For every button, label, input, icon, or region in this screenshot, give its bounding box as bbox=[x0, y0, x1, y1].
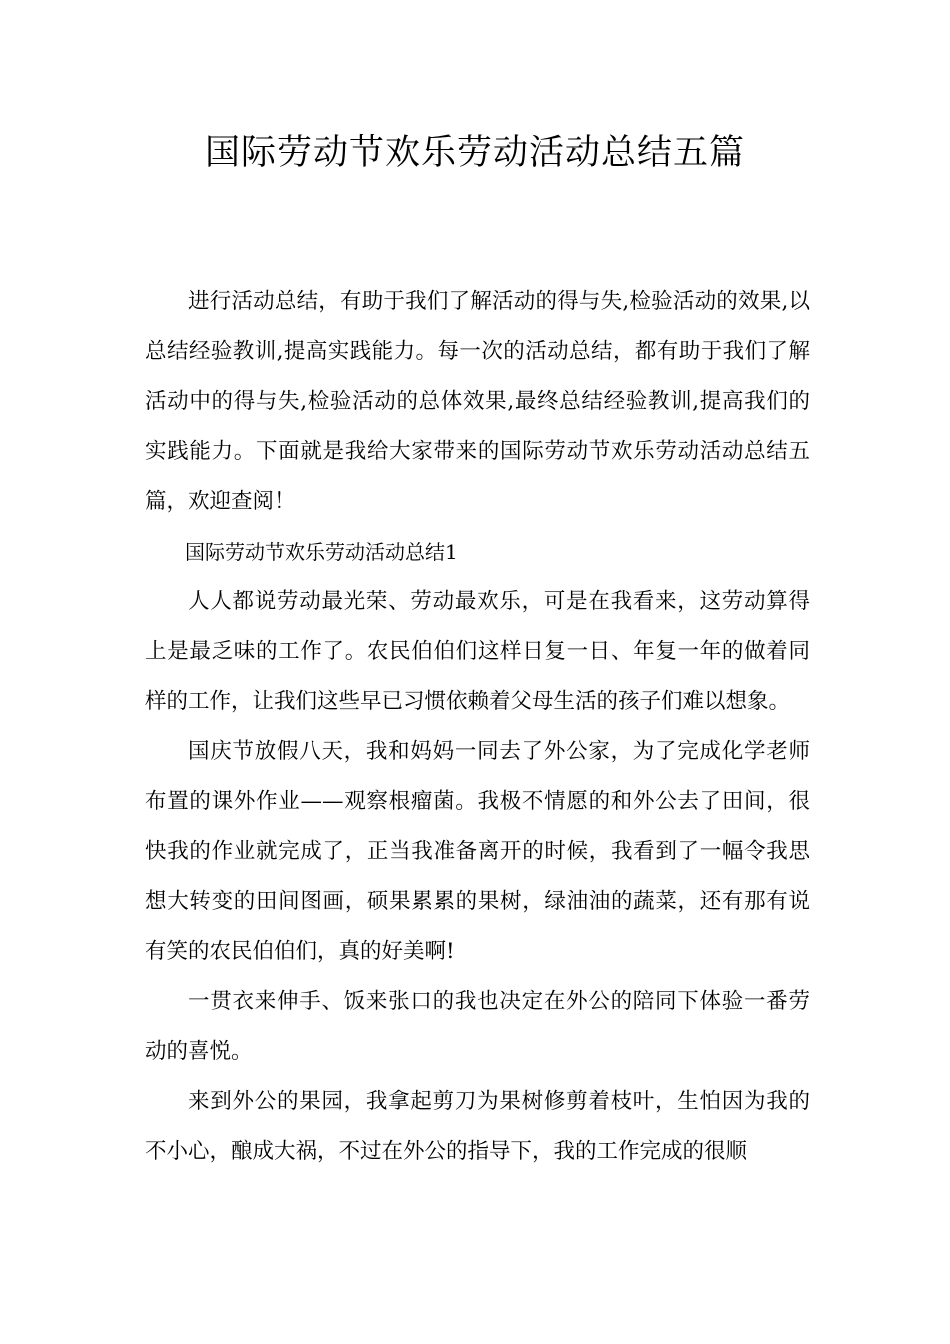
document-title: 国际劳动节欢乐劳动活动总结五篇 bbox=[204, 133, 745, 173]
body-paragraph: 来到外公的果园，我拿起剪刀为果树修剪着枝叶，生怕因为我的不小心，酿成大祸，不过在外公的指导下，我的工作完成的很顺 bbox=[145, 1089, 810, 1164]
section-heading: 国际劳动节欢乐劳动活动总结1 bbox=[185, 540, 458, 564]
body-paragraph: 一贯衣来伸手、饭来张口的我也决定在外公的陪同下体验一番劳动的喜悦。 bbox=[145, 989, 810, 1064]
body-paragraph: 国庆节放假八天，我和妈妈一同去了外公家，为了完成化学老师布置的课外作业——观察根瘤菌。我极不情愿的和外公去了田间，很快我的作业就完成了，正当我准备离开的时候，我看到了一幅令我思想大转变的田间图画，硕果累累的果树，绿油油的蔬菜，还有那有说有笑的农民伯伯们，真的好美啊! bbox=[145, 739, 810, 964]
intro-paragraph: 进行活动总结，有助于我们了解活动的得与失,检验活动的效果,以总结经验教训,提高实践能力。每一次的活动总结，都有助于我们了解活动中的得与失,检验活动的总体效果,最终总结经验教训,提高我们的实践能力。下面就是我给大家带来的国际劳动节欢乐劳动活动总结五篇，欢迎查阅！ bbox=[145, 289, 810, 514]
document-body bbox=[145, 277, 810, 1177]
body-paragraph: 人人都说劳动最光荣、劳动最欢乐，可是在我看来，这劳动算得上是最乏味的工作了。农民伯伯们这样日复一日、年复一年的做着同样的工作，让我们这些早已习惯依赖着父母生活的孩子们难以想象。 bbox=[145, 589, 810, 714]
